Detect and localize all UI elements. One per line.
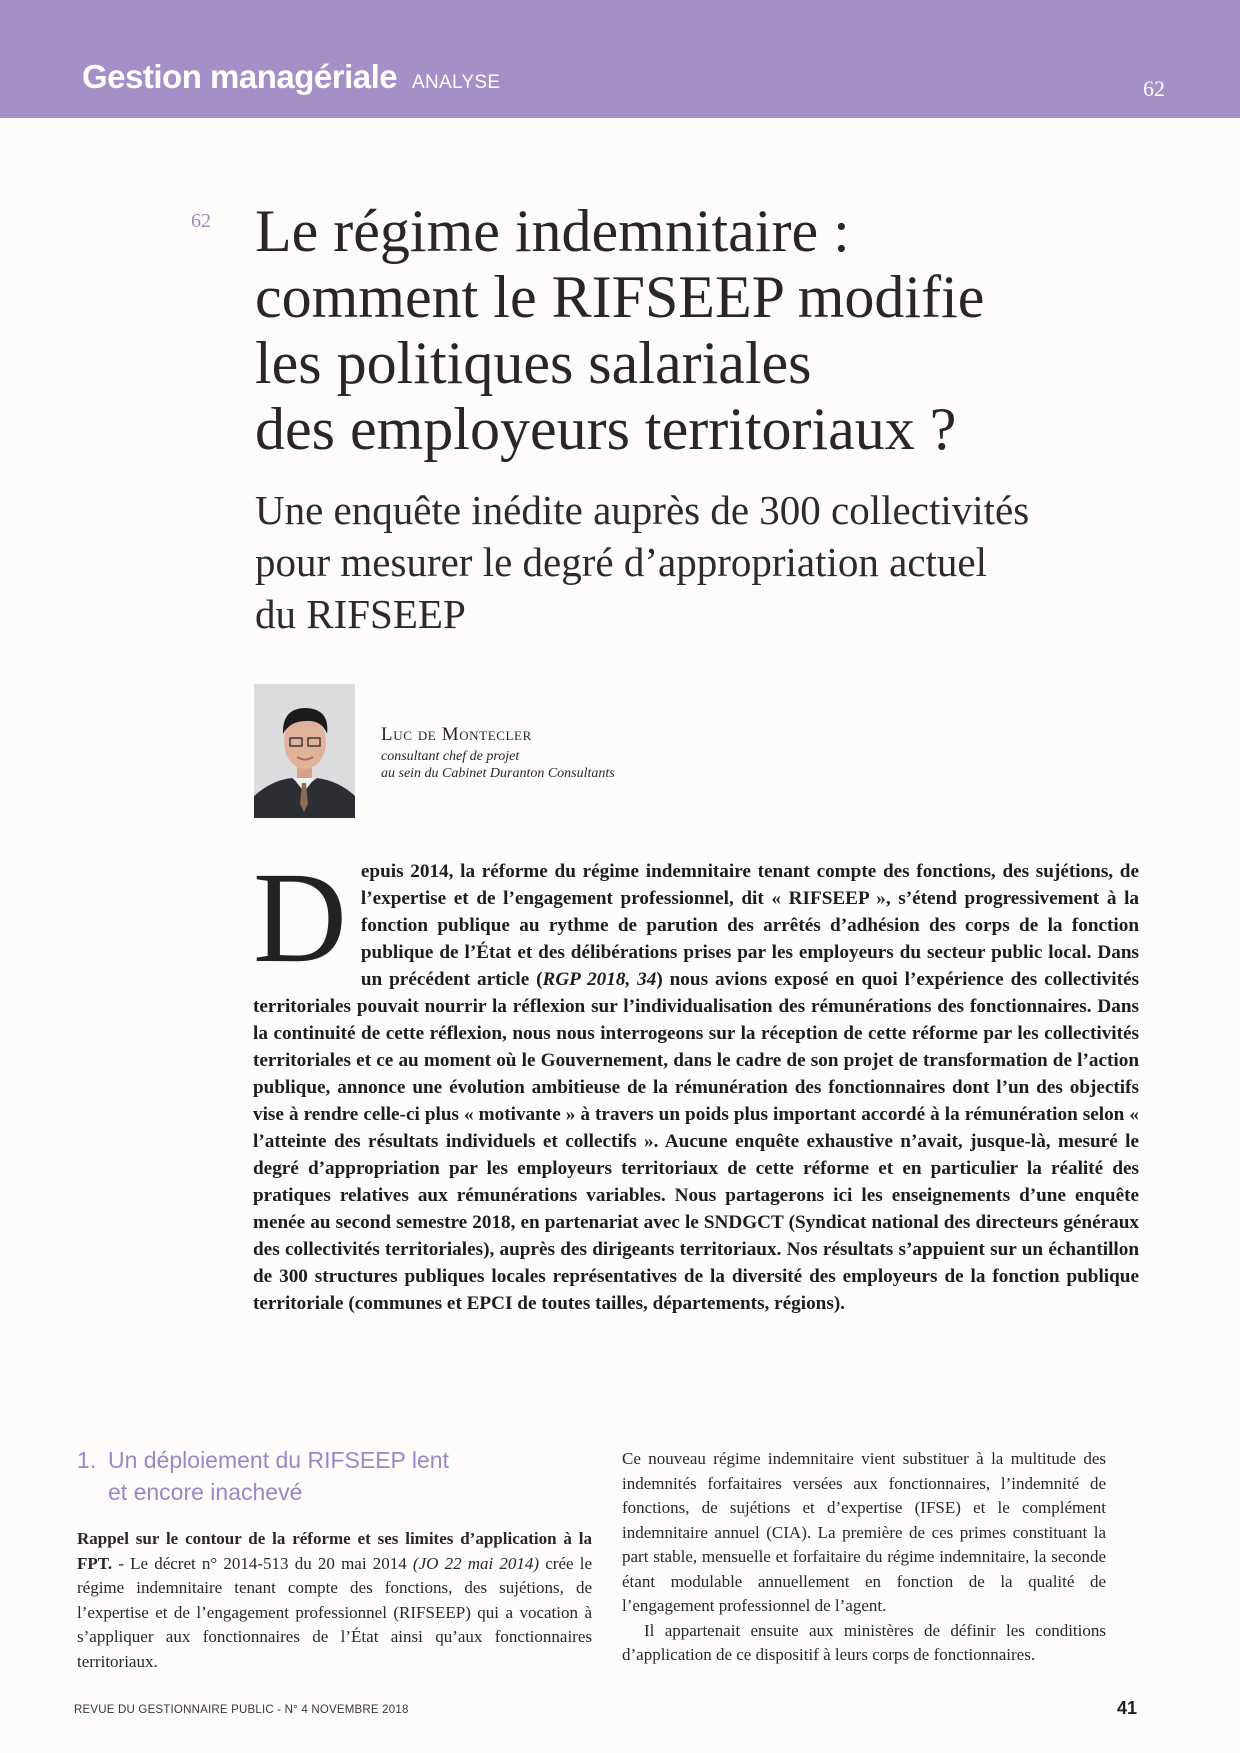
article-subtitle [255,484,1175,640]
section-heading [77,1444,597,1508]
left-column-text [77,1527,592,1674]
body-text: crée le régime indemnitaire tenant compte des fonctions, des sujétions, de l’expertise et de l’engagement professionnel (RIFSEEP) qui a vocation à s’appliquer aux fonctionnaires de l’État ainsi qu’aux fonctionnaires territoriaux. [77,1553,592,1671]
subtitle-line: Une enquête inédite auprès de 300 collectivités [255,487,1030,533]
header-number: 62 [1143,76,1165,101]
lead-text-continued: ) nous avions exposé en quoi l’expérience des collectivités territoriales pouvait nourrir la réflexion sur l’individualisation des rémunérations des fonctionnaires. Dans la continuité de cette réflexion, nous nous interrogeons sur la réception de cette réforme par les collectivités territoriales et ce au moment où le Gouvernement, dans le cadre de son projet de transformation de l’action publique, annonce une évolution ambitieuse de la rémunération des fonctionnaires dont l’un des objectifs vise à rendre celle-ci plus « motivante » à travers un poids plus important accordé à la rémunération selon « l’atteinte des résultats individuels et collectifs ». Aucune enquête exhaustive n’avait, jusque-là, mesuré le degré d’appropriation par les employeurs territoriaux de cette réforme et en particulier la réalité des pratiques relatives aux rémunérations variables. Nous partagerons ici les enseignements d’une enquête menée au second semestre 2018, en partenariat avec le SNDGCT (Syndicat national des directeurs généraux des collectivités territoriales), auprès des dirigeants territoriaux. Nos résultats s’appuient sur un échantillon de 300 structures publiques locales représentatives de la diversité des employeurs de la fonction publique territoriale (communes et EPCI de toutes tailles, départements, régions). [253,969,1139,1314]
article-title [255,198,1175,462]
title-line: comment le RIFSEEP modifie [255,264,985,330]
paragraph-lead: Rappel sur le contour de la réforme et ses limites d’application à la FPT. [77,1529,592,1573]
title-line: les politiques salariales [255,330,812,396]
lead-reference: RGP 2018, 34 [542,969,657,990]
drop-cap: D [253,846,347,990]
article-lead-paragraph [253,846,1139,1317]
body-text: - Le décret n° 2014-513 du 20 mai 2014 [112,1553,413,1573]
section-number: 1. [77,1447,97,1473]
subtitle-line: du RIFSEEP [255,591,466,637]
title-line: Le régime indemnitaire : [255,198,850,264]
title-line: des employeurs territoriaux ? [255,396,957,462]
body-paragraph: Ce nouveau régime indemnitaire vient substituer à la multitude des indemnités forfaitaires versées aux fonctionnaires, l’indemnité de fonctions, de sujétions et d’expertise (IFSE) et le complément indemnitaire annuel (CIA). La première de ces primes constituant la part stable, mensuelle et forfaitaire du régime indemnitaire, la seconde étant modulable annuellement en fonction de la qualité de l’engagement professionnel de l’agent. [622,1449,1106,1615]
footer-journal: REVUE DU GESTIONNAIRE PUBLIC - N° 4 NOVEMBRE 2018 [74,1704,409,1716]
journal-reference: (JO 22 mai 2014) [412,1553,540,1573]
body-paragraph: Il appartenait ensuite aux ministères de définir les conditions d’application de ce dispositif à leurs corps de fonctionnaires. [622,1620,1106,1664]
author-name: Luc de Montecler [381,724,532,745]
lead-text: epuis 2014, la réforme du régime indemnitaire tenant compte des fonctions, des sujétions, de l’expertise et de l’engagement professionnel, dit « RIFSEEP », s’étend progressivement à la fonction publique au rythme de parution des arrêtés d’adhésion des corps de la fonction publique de l’État et des délibérations prises par les employeurs du secteur public local. Dans un précédent article ( [360,861,1139,990]
subtitle-line: pour mesurer le degré d’appropriation actuel [255,539,987,585]
section-heading-line: et encore inachevé [108,1479,303,1505]
section-title: Gestion managériale [82,58,398,95]
author-portrait-icon [254,684,355,818]
author-role-line: consultant chef de projet [381,749,520,764]
author-role-line: au sein du Cabinet Duranton Consultants [381,766,615,781]
margin-number: 62 [191,210,211,232]
right-column-text [622,1447,1106,1668]
page-number: 41 [1117,1698,1138,1718]
section-heading-line: Un déploiement du RIFSEEP lent [108,1447,449,1473]
section-subtitle: ANALYSE [412,72,501,93]
author-role [381,748,701,782]
